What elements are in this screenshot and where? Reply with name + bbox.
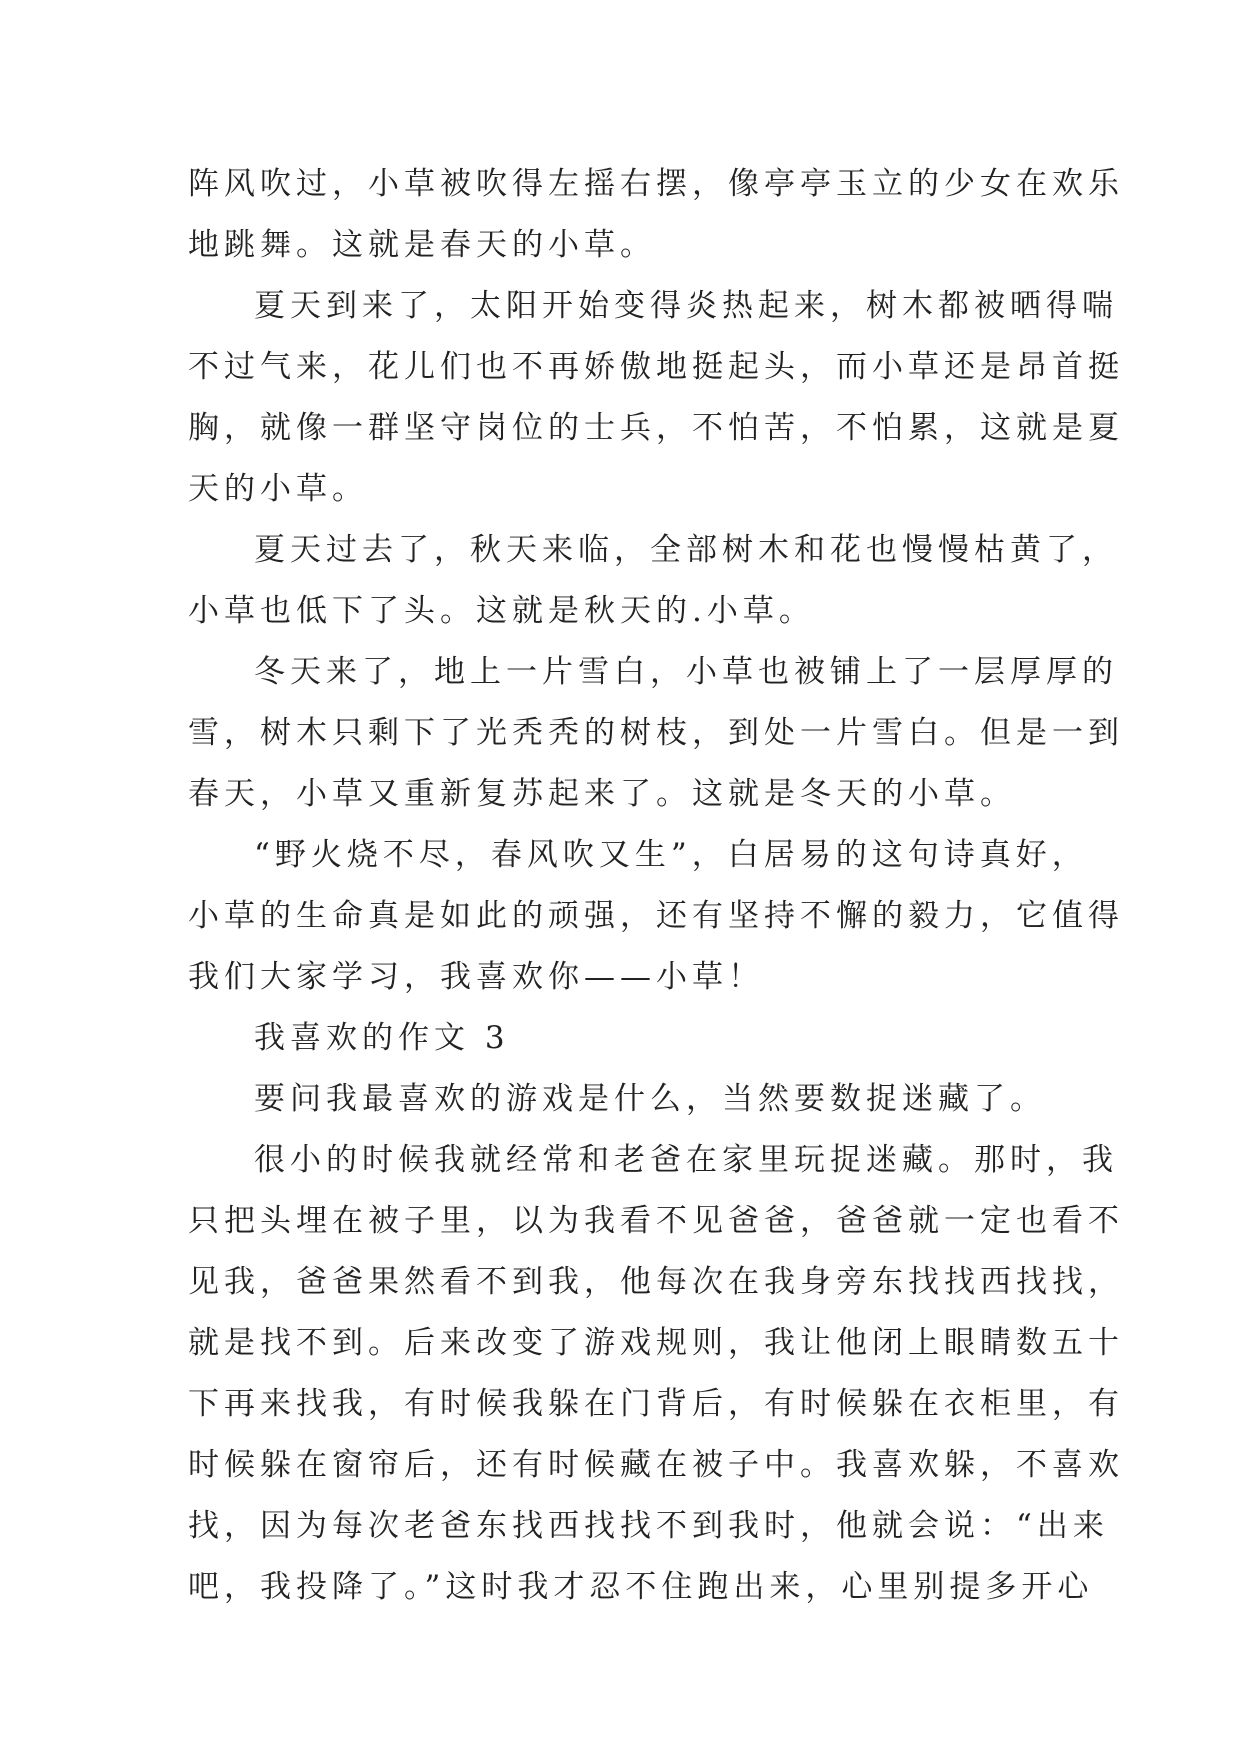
text-line: 只把头埋在被子里，以为我看不见爸爸，爸爸就一定也看不 [188, 1203, 1124, 1239]
text-line: 胸，就像一群坚守岗位的士兵，不怕苦，不怕累，这就是夏 [188, 410, 1124, 446]
text-line: 不过气来，花儿们也不再娇傲地挺起头，而小草还是昂首挺 [188, 349, 1124, 385]
text-line: 小草也低下了头。这就是秋天的.小草。 [188, 593, 815, 629]
text-line: 雪，树木只剩下了光秃秃的树枝，到处一片雪白。但是一到 [188, 715, 1124, 751]
paragraph-first-line: 夏天到来了，太阳开始变得炎热起来，树木都被晒得喘 [254, 288, 1118, 324]
text-line: 见我，爸爸果然看不到我，他每次在我身旁东找找西找找， [188, 1264, 1124, 1300]
text-line: 地跳舞。这就是春天的小草。 [188, 227, 656, 263]
text-line: 时候躲在窗帘后，还有时候藏在被子中。我喜欢躲，不喜欢 [188, 1447, 1124, 1483]
paragraph-first-line: 要问我最喜欢的游戏是什么，当然要数捉迷藏了。 [254, 1081, 1046, 1117]
paragraph-first-line: “野火烧不尽，春风吹又生”，白居易的这句诗真好， [254, 837, 1088, 873]
text-line: 天的小草。 [188, 471, 368, 507]
text-line: 吧，我投降了。”这时我才忍不住跑出来，心里别提多开心 [188, 1569, 1094, 1605]
document-body [188, 154, 1124, 1618]
paragraph-first-line: 夏天过去了，秋天来临，全部树木和花也慢慢枯黄了， [254, 532, 1118, 568]
paragraph-first-line: 很小的时候我就经常和老爸在家里玩捉迷藏。那时，我 [254, 1142, 1118, 1178]
text-line: 下再来找我，有时候我躲在门背后，有时候躲在衣柜里，有 [188, 1386, 1124, 1422]
text-line: 小草的生命真是如此的顽强，还有坚持不懈的毅力，它值得 [188, 898, 1124, 934]
section-heading: 我喜欢的作文 3 [254, 1020, 510, 1056]
text-line: 就是找不到。后来改变了游戏规则，我让他闭上眼睛数五十 [188, 1325, 1124, 1361]
text-line: 春天，小草又重新复苏起来了。这就是冬天的小草。 [188, 776, 1016, 812]
text-line: 我们大家学习，我喜欢你——小草！ [188, 959, 764, 995]
text-line: 找，因为每次老爸东找西找找不到我时，他就会说：“出来 [188, 1508, 1109, 1544]
paragraph-first-line: 冬天来了，地上一片雪白，小草也被铺上了一层厚厚的 [254, 654, 1118, 690]
text-line: 阵风吹过，小草被吹得左摇右摆，像亭亭玉立的少女在欢乐 [188, 166, 1124, 202]
